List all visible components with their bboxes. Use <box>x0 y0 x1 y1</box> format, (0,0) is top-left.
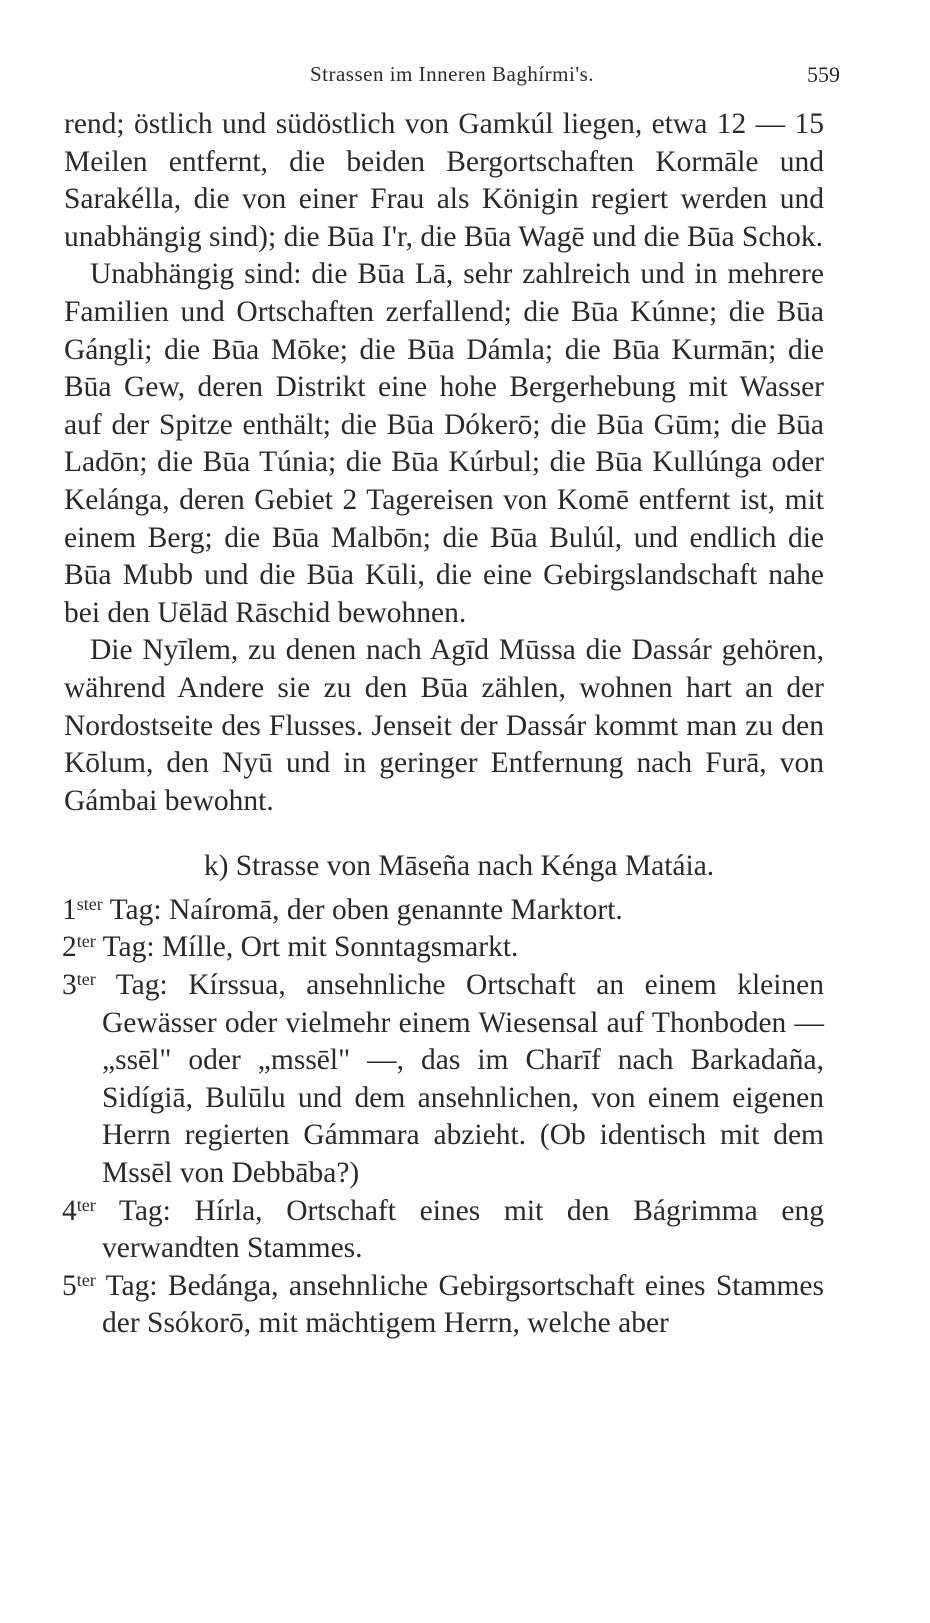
body-text <box>64 106 824 1343</box>
day-number: $2^{ter}$ <box>62 931 96 964</box>
day-entry <box>64 1268 824 1343</box>
day-label: Tag: <box>109 893 162 926</box>
day-text: Naíromā, der oben genannte Marktort. <box>168 893 623 926</box>
day-text: Bedánga, ansehnliche Gebirgsortschaft eines Stammes der Ssókorō, mit mächtigem Herrn, welche aber <box>102 1269 825 1340</box>
day-number: $3^{ter}$ <box>62 969 96 1002</box>
day-text: Kírssua, ansehnliche Ortschaft an einem kleinen Gewässer oder vielmehr einem Wiesensal auf Thonboden — „ssēl" oder „mssēl" —, das im Charīf nach Barkadaña, Sidígiā, Bulūlu und dem ansehnlichen, von einem eigenen Herrn regierten Gámmara abzieht. (Ob identisch mit dem Mssēl von Debbāba?) <box>102 969 825 1190</box>
day-label: Tag: <box>105 1269 158 1302</box>
day-text: Mílle, Ort mit Sonntagsmarkt. <box>161 931 519 964</box>
paragraph: Unabhängig sind: die Būa Lā, sehr zahlreich und in mehrere Familien und Ortschaften zerfallend; die Būa Kúnne; die Būa Gángli; die Būa Mōke; die Būa Dámla; die Būa Kurmān; die Būa Gew, deren Distrikt eine hohe Bergerhebung mit Wasser auf der Spitze enthält; die Būa Dókerō; die Būa Gūm; die Būa Ladōn; die Būa Túnia; die Būa Kúrbul; die Būa Kullúnga oder Kelánga, deren Gebiet 2 Tagereisen von Komē entfernt ist, mit einem Berg; die Būa Malbōn; die Būa Bulúl, und endlich die Būa Mubb und die Būa Kūli, die eine Gebirgslandschaft nahe bei den Uēlād Rāschid bewohnen. <box>64 258 824 629</box>
day-number: $4^{ter}$ <box>62 1194 96 1227</box>
day-text: Hírla, Ortschaft eines mit den Bágrimma eng verwandten Stammes. <box>102 1194 824 1265</box>
paragraph: Die Nyīlem, zu denen nach Agīd Mūssa die Dassár gehören, während Andere sie zu den Būa zählen, wohnen hart an der Nordostseite des Flusses. Jenseit der Dassár kommt man zu den Kōlum, den Nyū und in geringer Entfernung nach Furā, von Gámbai bewohnt. <box>64 634 824 817</box>
day-label: Tag: <box>115 969 168 1002</box>
page-number: 559 <box>807 62 840 87</box>
day-entry <box>64 892 824 930</box>
day-number: $1^{ster}$ <box>62 893 103 926</box>
running-title: Strassen im Inneren Baghírmi's. <box>309 62 595 86</box>
day-label: Tag: <box>118 1194 171 1227</box>
paragraph: rend; östlich und südöstlich von Gamkúl liegen, etwa 12 — 15 Meilen entfernt, die beiden Bergortschaften Kormāle und Sarakélla, die von einer Frau als Königin regiert werden und unabhängig sind); die Būa I'r, die Būa Wagē und die Būa Schok. <box>64 108 824 253</box>
day-label: Tag: <box>102 931 155 964</box>
day-entry <box>64 929 824 967</box>
section-heading: k) Strasse von Māseña nach Kénga Matáia. <box>203 850 715 883</box>
day-number: $5^{ter}$ <box>62 1269 96 1302</box>
day-entry <box>64 967 824 1193</box>
day-entry <box>64 1193 824 1268</box>
running-head <box>64 58 840 88</box>
